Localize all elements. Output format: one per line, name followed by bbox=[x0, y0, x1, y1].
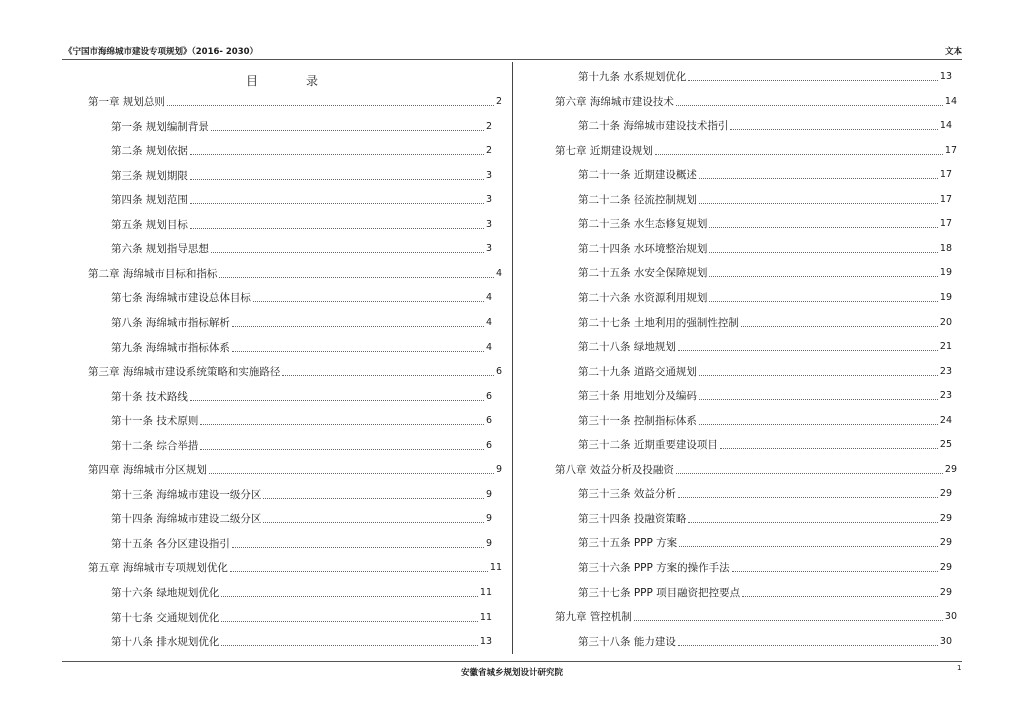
toc-entry-title: 第六条 规划指导思想 bbox=[111, 243, 209, 256]
toc-article-entry[interactable] bbox=[578, 559, 952, 575]
toc-article-entry[interactable] bbox=[578, 436, 952, 452]
header-rule bbox=[62, 59, 962, 60]
toc-entry-title: 第三十三条 效益分析 bbox=[578, 488, 676, 501]
toc-entry-title: 第三十条 用地划分及编码 bbox=[578, 390, 697, 403]
document-title: 《宁国市海绵城市建设专项规划》（2016- 2030） bbox=[64, 47, 259, 57]
toc-dot-leader bbox=[732, 570, 938, 572]
toc-chapter-entry[interactable] bbox=[555, 461, 957, 477]
toc-entry-title: 第十九条 水系规划优化 bbox=[578, 71, 687, 83]
toc-dot-leader bbox=[676, 104, 943, 106]
toc-dot-leader bbox=[678, 349, 938, 351]
toc-article-entry[interactable] bbox=[111, 609, 492, 625]
toc-entry-page: 20 bbox=[939, 316, 952, 328]
toc-entry-page: 17 bbox=[944, 144, 957, 156]
toc-entry-title: 第十三条 海绵城市建设一级分区 bbox=[111, 488, 262, 501]
toc-dot-leader bbox=[742, 595, 938, 597]
toc-entry-page: 3 bbox=[485, 194, 492, 206]
toc-dot-leader bbox=[679, 545, 938, 547]
toc-dot-leader bbox=[699, 398, 938, 400]
toc-entry-page: 4 bbox=[495, 267, 502, 279]
toc-dot-leader bbox=[221, 644, 478, 646]
toc-entry-title: 第三十五条 PPP 方案 bbox=[578, 537, 678, 550]
toc-article-entry[interactable] bbox=[111, 633, 492, 649]
toc-entry-page: 17 bbox=[939, 218, 952, 230]
toc-entry-title: 第五章 海绵城市专项规划优化 bbox=[88, 562, 228, 575]
toc-entry-title: 第二十八条 绿地规划 bbox=[578, 341, 676, 354]
toc-entry-title: 第三条 规划期限 bbox=[111, 169, 188, 182]
toc-entry-page: 24 bbox=[939, 414, 952, 426]
toc-entry-page: 2 bbox=[485, 145, 492, 157]
toc-dot-leader bbox=[232, 546, 484, 548]
toc-article-entry[interactable] bbox=[111, 437, 492, 453]
toc-article-entry[interactable] bbox=[578, 338, 952, 354]
toc-chapter-entry[interactable] bbox=[555, 142, 957, 158]
toc-dot-leader bbox=[688, 521, 938, 523]
toc-entry-page: 6 bbox=[485, 390, 492, 402]
toc-entry-title: 第三十二条 近期重要建设项目 bbox=[578, 439, 718, 452]
column-divider bbox=[512, 62, 513, 654]
toc-dot-leader bbox=[688, 79, 938, 81]
toc-chapter-entry[interactable] bbox=[88, 363, 502, 379]
toc-article-entry[interactable] bbox=[578, 633, 952, 649]
toc-article-entry[interactable] bbox=[111, 584, 492, 600]
toc-dot-leader bbox=[709, 275, 938, 277]
toc-article-entry[interactable] bbox=[111, 510, 492, 526]
toc-article-entry[interactable] bbox=[578, 264, 952, 280]
toc-entry-page: 30 bbox=[944, 611, 957, 623]
toc-article-entry[interactable] bbox=[578, 117, 952, 133]
toc-entry-title: 第二章 海绵城市目标和指标 bbox=[88, 267, 218, 280]
toc-dot-leader bbox=[253, 300, 484, 302]
toc-article-entry[interactable] bbox=[578, 240, 952, 256]
toc-article-entry[interactable] bbox=[578, 191, 952, 207]
toc-article-entry[interactable] bbox=[111, 118, 492, 134]
toc-entry-title: 第二十七条 土地利用的强制性控制 bbox=[578, 316, 739, 329]
toc-article-entry[interactable] bbox=[578, 534, 952, 550]
toc-article-entry[interactable] bbox=[578, 412, 952, 428]
toc-dot-leader bbox=[190, 202, 484, 204]
toc-entry-title: 第十二条 综合举措 bbox=[111, 439, 199, 452]
toc-dot-leader bbox=[190, 399, 484, 401]
toc-entry-title: 第二十六条 水资源利用规划 bbox=[578, 291, 708, 304]
toc-article-entry[interactable] bbox=[111, 216, 492, 232]
toc-dot-leader bbox=[221, 620, 478, 622]
toc-article-entry[interactable] bbox=[578, 314, 952, 330]
toc-entry-page: 9 bbox=[485, 488, 492, 500]
toc-dot-leader bbox=[709, 300, 938, 302]
toc-entry-page: 13 bbox=[939, 71, 952, 82]
toc-entry-page: 19 bbox=[939, 267, 952, 279]
toc-entry-page: 3 bbox=[485, 218, 492, 230]
toc-entry-title: 第十八条 排水规划优化 bbox=[111, 636, 220, 649]
toc-entry-title: 第十条 技术路线 bbox=[111, 390, 188, 403]
toc-entry-page: 6 bbox=[485, 439, 492, 451]
toc-dot-leader bbox=[190, 178, 484, 180]
toc-article-entry[interactable] bbox=[111, 388, 492, 404]
toc-entry-title: 第三十四条 投融资策略 bbox=[578, 512, 687, 525]
toc-entry-page: 23 bbox=[939, 390, 952, 402]
toc-dot-leader bbox=[211, 129, 484, 131]
toc-article-entry[interactable] bbox=[578, 363, 952, 379]
toc-article-entry[interactable] bbox=[111, 339, 492, 355]
toc-dot-leader bbox=[190, 153, 484, 155]
toc-article-entry[interactable] bbox=[578, 387, 952, 403]
toc-entry-title: 第二十四条 水环境整治规划 bbox=[578, 242, 708, 255]
toc-entry-page: 11 bbox=[479, 611, 492, 623]
toc-entry-page: 19 bbox=[939, 291, 952, 303]
toc-dot-leader bbox=[282, 374, 494, 376]
toc-article-entry[interactable] bbox=[578, 584, 952, 600]
toc-entry-title: 第三十一条 控制指标体系 bbox=[578, 414, 697, 427]
toc-entry-title: 第一章 规划总则 bbox=[88, 96, 165, 108]
footer-rule bbox=[62, 661, 962, 662]
toc-entry-title: 第五条 规划目标 bbox=[111, 218, 188, 231]
toc-dot-leader bbox=[634, 619, 943, 621]
toc-entry-title: 第六章 海绵城市建设技术 bbox=[555, 95, 674, 108]
toc-chapter-entry[interactable] bbox=[88, 93, 502, 109]
toc-entry-title: 第三十七条 PPP 项目融资把控要点 bbox=[578, 586, 741, 599]
toc-entry-title: 第二十五条 水安全保障规划 bbox=[578, 267, 708, 280]
toc-article-entry[interactable] bbox=[111, 142, 492, 158]
toc-dot-leader bbox=[730, 128, 938, 130]
toc-article-entry[interactable] bbox=[578, 485, 952, 501]
toc-article-entry[interactable] bbox=[578, 68, 952, 84]
toc-article-entry[interactable] bbox=[111, 535, 492, 551]
toc-entry-page: 3 bbox=[485, 243, 492, 255]
toc-entry-page: 4 bbox=[485, 341, 492, 353]
toc-entry-page: 2 bbox=[485, 120, 492, 132]
toc-entry-page: 30 bbox=[939, 635, 952, 647]
toc-dot-leader bbox=[709, 226, 938, 228]
toc-entry-page: 18 bbox=[939, 242, 952, 254]
toc-entry-title: 第二条 规划依据 bbox=[111, 145, 188, 158]
toc-entry-title: 第七章 近期建设规划 bbox=[555, 144, 653, 157]
toc-dot-leader bbox=[211, 251, 484, 253]
toc-chapter-entry[interactable] bbox=[555, 608, 957, 624]
toc-entry-page: 23 bbox=[939, 365, 952, 377]
toc-entry-page: 9 bbox=[485, 537, 492, 549]
toc-entry-page: 29 bbox=[939, 586, 952, 598]
toc-entry-page: 2 bbox=[495, 96, 502, 107]
toc-entry-title: 第四章 海绵城市分区规划 bbox=[88, 464, 207, 477]
toc-dot-leader bbox=[678, 496, 938, 498]
toc-dot-leader bbox=[699, 423, 938, 425]
toc-dot-leader bbox=[221, 595, 478, 597]
toc-entry-title: 第三十六条 PPP 方案的操作手法 bbox=[578, 562, 730, 574]
toc-chapter-entry[interactable] bbox=[88, 265, 502, 281]
toc-article-entry[interactable] bbox=[111, 167, 492, 183]
toc-entry-title: 第九条 海绵城市指标体系 bbox=[111, 341, 230, 354]
toc-dot-leader bbox=[232, 325, 484, 327]
toc-entry-page: 29 bbox=[939, 488, 952, 500]
document-type-label: 文本 bbox=[944, 47, 962, 57]
toc-entry-page: 25 bbox=[939, 439, 952, 451]
toc-entry-title: 第二十三条 水生态修复规划 bbox=[578, 218, 708, 231]
toc-chapter-entry[interactable] bbox=[555, 93, 957, 109]
toc-entry-title: 第八条 海绵城市指标解析 bbox=[111, 316, 230, 329]
toc-entry-page: 9 bbox=[485, 513, 492, 525]
toc-entry-page: 6 bbox=[495, 366, 502, 378]
toc-article-entry[interactable] bbox=[111, 289, 492, 305]
toc-entry-page: 29 bbox=[939, 537, 952, 549]
toc-entry-page: 6 bbox=[485, 415, 492, 427]
toc-entry-page: 21 bbox=[939, 341, 952, 353]
toc-article-entry[interactable] bbox=[578, 510, 952, 526]
toc-dot-leader bbox=[200, 423, 484, 425]
toc-title: 目录 bbox=[246, 74, 367, 88]
toc-entry-page: 13 bbox=[479, 636, 492, 648]
toc-dot-leader bbox=[263, 521, 484, 523]
toc-dot-leader bbox=[741, 325, 938, 327]
toc-dot-leader bbox=[263, 497, 484, 499]
toc-dot-leader bbox=[699, 177, 938, 179]
toc-entry-page: 11 bbox=[489, 562, 502, 574]
toc-dot-leader bbox=[676, 472, 943, 474]
toc-chapter-entry[interactable] bbox=[88, 559, 502, 575]
toc-entry-title: 第十四条 海绵城市建设二级分区 bbox=[111, 513, 262, 526]
page-number: 1 bbox=[957, 664, 962, 672]
toc-entry-title: 第二十二条 径流控制规划 bbox=[578, 193, 697, 206]
toc-entry-page: 14 bbox=[939, 120, 952, 132]
toc-entry-title: 第一条 规划编制背景 bbox=[111, 120, 209, 133]
toc-entry-title: 第八章 效益分析及投融资 bbox=[555, 463, 674, 476]
toc-entry-title: 第十五条 各分区建设指引 bbox=[111, 537, 230, 550]
toc-dot-leader bbox=[167, 104, 494, 106]
toc-entry-title: 第十六条 绿地规划优化 bbox=[111, 587, 220, 599]
toc-entry-title: 第二十条 海绵城市建设技术指引 bbox=[578, 120, 729, 133]
toc-entry-page: 14 bbox=[944, 95, 957, 107]
toc-article-entry[interactable] bbox=[578, 215, 952, 231]
toc-article-entry[interactable] bbox=[111, 240, 492, 256]
toc-dot-leader bbox=[232, 350, 484, 352]
toc-article-entry[interactable] bbox=[111, 314, 492, 330]
toc-dot-leader bbox=[678, 644, 938, 646]
toc-article-entry[interactable] bbox=[578, 166, 952, 182]
toc-dot-leader bbox=[720, 447, 938, 449]
toc-dot-leader bbox=[699, 202, 938, 204]
toc-entry-page: 17 bbox=[939, 193, 952, 205]
toc-entry-title: 第十七条 交通规划优化 bbox=[111, 611, 220, 624]
toc-dot-leader bbox=[209, 472, 494, 474]
toc-entry-title: 第七条 海绵城市建设总体目标 bbox=[111, 292, 251, 305]
toc-dot-leader bbox=[709, 251, 938, 253]
toc-entry-page: 29 bbox=[944, 463, 957, 475]
toc-entry-page: 11 bbox=[479, 587, 492, 598]
toc-entry-title: 第四条 规划范围 bbox=[111, 194, 188, 207]
toc-entry-title: 第十一条 技术原则 bbox=[111, 415, 199, 428]
toc-dot-leader bbox=[699, 374, 938, 376]
toc-entry-title: 第二十一条 近期建设概述 bbox=[578, 169, 697, 182]
toc-entry-page: 3 bbox=[485, 169, 492, 181]
toc-entry-title: 第三章 海绵城市建设系统策略和实施路径 bbox=[88, 366, 281, 379]
toc-entry-page: 9 bbox=[495, 464, 502, 476]
toc-dot-leader bbox=[655, 153, 943, 155]
toc-article-entry[interactable] bbox=[111, 191, 492, 207]
toc-article-entry[interactable] bbox=[111, 486, 492, 502]
footer-institution: 安徽省城乡规划设计研究院 bbox=[460, 668, 563, 678]
toc-dot-leader bbox=[219, 276, 494, 278]
toc-entry-page: 4 bbox=[485, 292, 492, 304]
toc-entry-title: 第三十八条 能力建设 bbox=[578, 635, 676, 648]
toc-chapter-entry[interactable] bbox=[88, 461, 502, 477]
toc-article-entry[interactable] bbox=[111, 412, 492, 428]
toc-dot-leader bbox=[230, 570, 488, 572]
toc-dot-leader bbox=[190, 227, 484, 229]
toc-entry-page: 29 bbox=[939, 562, 952, 573]
toc-entry-title: 第九章 管控机制 bbox=[555, 611, 632, 624]
toc-dot-leader bbox=[200, 448, 484, 450]
toc-entry-page: 17 bbox=[939, 169, 952, 181]
toc-entry-page: 29 bbox=[939, 512, 952, 524]
toc-article-entry[interactable] bbox=[578, 289, 952, 305]
toc-entry-title: 第二十九条 道路交通规划 bbox=[578, 365, 697, 378]
toc-entry-page: 4 bbox=[485, 316, 492, 328]
